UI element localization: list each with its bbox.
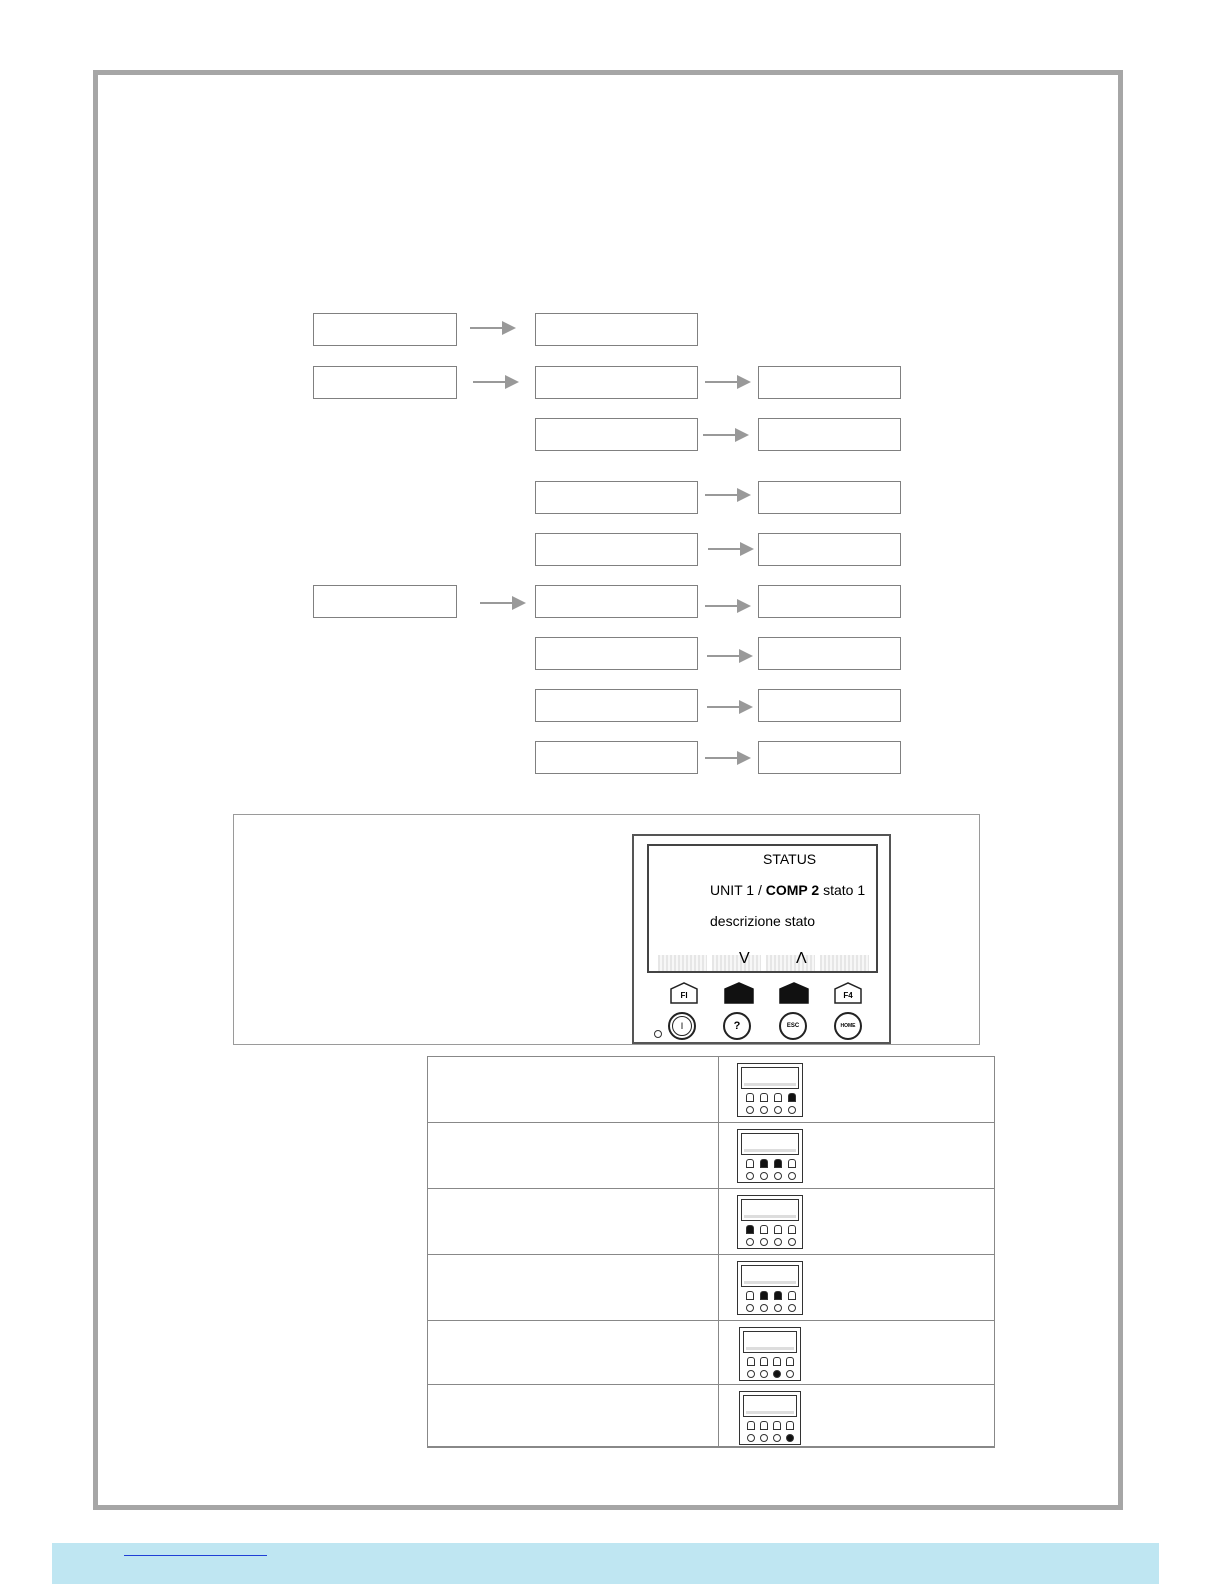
lcd-screen bbox=[647, 844, 878, 973]
table-row bbox=[428, 1123, 994, 1189]
arrow-right-icon bbox=[705, 488, 751, 502]
lcd-title: STATUS bbox=[763, 851, 817, 867]
flow-box-mid-4 bbox=[535, 481, 698, 514]
keypad-icon bbox=[739, 1327, 801, 1381]
keypad-icon bbox=[737, 1129, 803, 1183]
arrow-right-icon bbox=[707, 649, 753, 663]
table-row bbox=[428, 1255, 994, 1321]
f1-key[interactable] bbox=[670, 982, 698, 1004]
lcd-comp-label: COMP 2 bbox=[765, 882, 820, 898]
lcd-description: descrizione stato bbox=[710, 913, 816, 929]
help-key-label: ? bbox=[733, 1020, 741, 1032]
table-row bbox=[428, 1189, 994, 1255]
table-column-divider bbox=[718, 1057, 719, 1447]
flow-box-leaf-4 bbox=[758, 533, 901, 566]
keypad-icon bbox=[737, 1063, 803, 1117]
lcd-state-label: stato 1 bbox=[819, 882, 866, 898]
home-key[interactable] bbox=[834, 1012, 862, 1040]
arrow-right-icon bbox=[705, 751, 751, 765]
keypad-icon bbox=[739, 1391, 801, 1445]
arrow-right-icon bbox=[707, 700, 753, 714]
footer-band bbox=[52, 1543, 1159, 1584]
lcd-status-line bbox=[710, 882, 865, 898]
flow-box-mid-9 bbox=[535, 741, 698, 774]
soft-tab-4 bbox=[820, 955, 869, 971]
flow-box-leaf-2 bbox=[758, 418, 901, 451]
keypad-display-device bbox=[632, 834, 891, 1044]
flow-box-mid-7 bbox=[535, 637, 698, 670]
table-row bbox=[428, 1385, 994, 1447]
flow-box-leaf-8 bbox=[758, 741, 901, 774]
esc-key-label: ESC bbox=[786, 1023, 800, 1029]
keypad-icon bbox=[737, 1261, 803, 1315]
home-key-label: HOME bbox=[840, 1023, 856, 1029]
scroll-down-label: V bbox=[739, 950, 750, 967]
arrow-right-icon bbox=[705, 599, 751, 613]
f4-key[interactable] bbox=[834, 982, 862, 1004]
footer-link[interactable] bbox=[124, 1555, 267, 1556]
flow-box-mid-8 bbox=[535, 689, 698, 722]
table-row bbox=[428, 1057, 994, 1123]
flow-box-leaf-7 bbox=[758, 689, 901, 722]
flow-box-mid-5 bbox=[535, 533, 698, 566]
arrow-right-icon bbox=[708, 542, 754, 556]
keypad-icon bbox=[737, 1195, 803, 1249]
arrow-right-icon bbox=[473, 375, 519, 389]
key-reference-table bbox=[427, 1056, 995, 1448]
power-key-label: I bbox=[672, 1016, 692, 1036]
soft-tab-3 bbox=[766, 955, 815, 971]
flow-box-root-3 bbox=[313, 585, 457, 618]
flow-box-mid-1 bbox=[535, 313, 698, 346]
f4-key-label: F4 bbox=[843, 991, 853, 1000]
arrow-right-icon bbox=[470, 321, 516, 335]
flow-box-root-1 bbox=[313, 313, 457, 346]
power-key[interactable] bbox=[668, 1012, 696, 1040]
scroll-down-key[interactable] bbox=[724, 982, 754, 1004]
soft-tab-2 bbox=[712, 955, 761, 971]
flow-box-root-2 bbox=[313, 366, 457, 399]
f1-key-label: FI bbox=[680, 991, 688, 1000]
soft-tab-1 bbox=[658, 955, 707, 971]
help-key[interactable] bbox=[723, 1012, 751, 1040]
flow-box-mid-6 bbox=[535, 585, 698, 618]
flow-box-leaf-6 bbox=[758, 637, 901, 670]
scroll-up-label: Λ bbox=[796, 950, 807, 967]
table-row bbox=[428, 1321, 994, 1385]
arrow-right-icon bbox=[705, 375, 751, 389]
flow-box-leaf-3 bbox=[758, 481, 901, 514]
flow-box-mid-3 bbox=[535, 418, 698, 451]
flow-box-leaf-5 bbox=[758, 585, 901, 618]
scroll-up-key[interactable] bbox=[779, 982, 809, 1004]
flow-box-leaf-1 bbox=[758, 366, 901, 399]
arrow-right-icon bbox=[480, 596, 526, 610]
lcd-unit-label: UNIT 1 / bbox=[710, 882, 766, 898]
arrow-right-icon bbox=[703, 428, 749, 442]
led-indicator bbox=[654, 1030, 662, 1038]
esc-key[interactable] bbox=[779, 1012, 807, 1040]
flow-box-mid-2 bbox=[535, 366, 698, 399]
